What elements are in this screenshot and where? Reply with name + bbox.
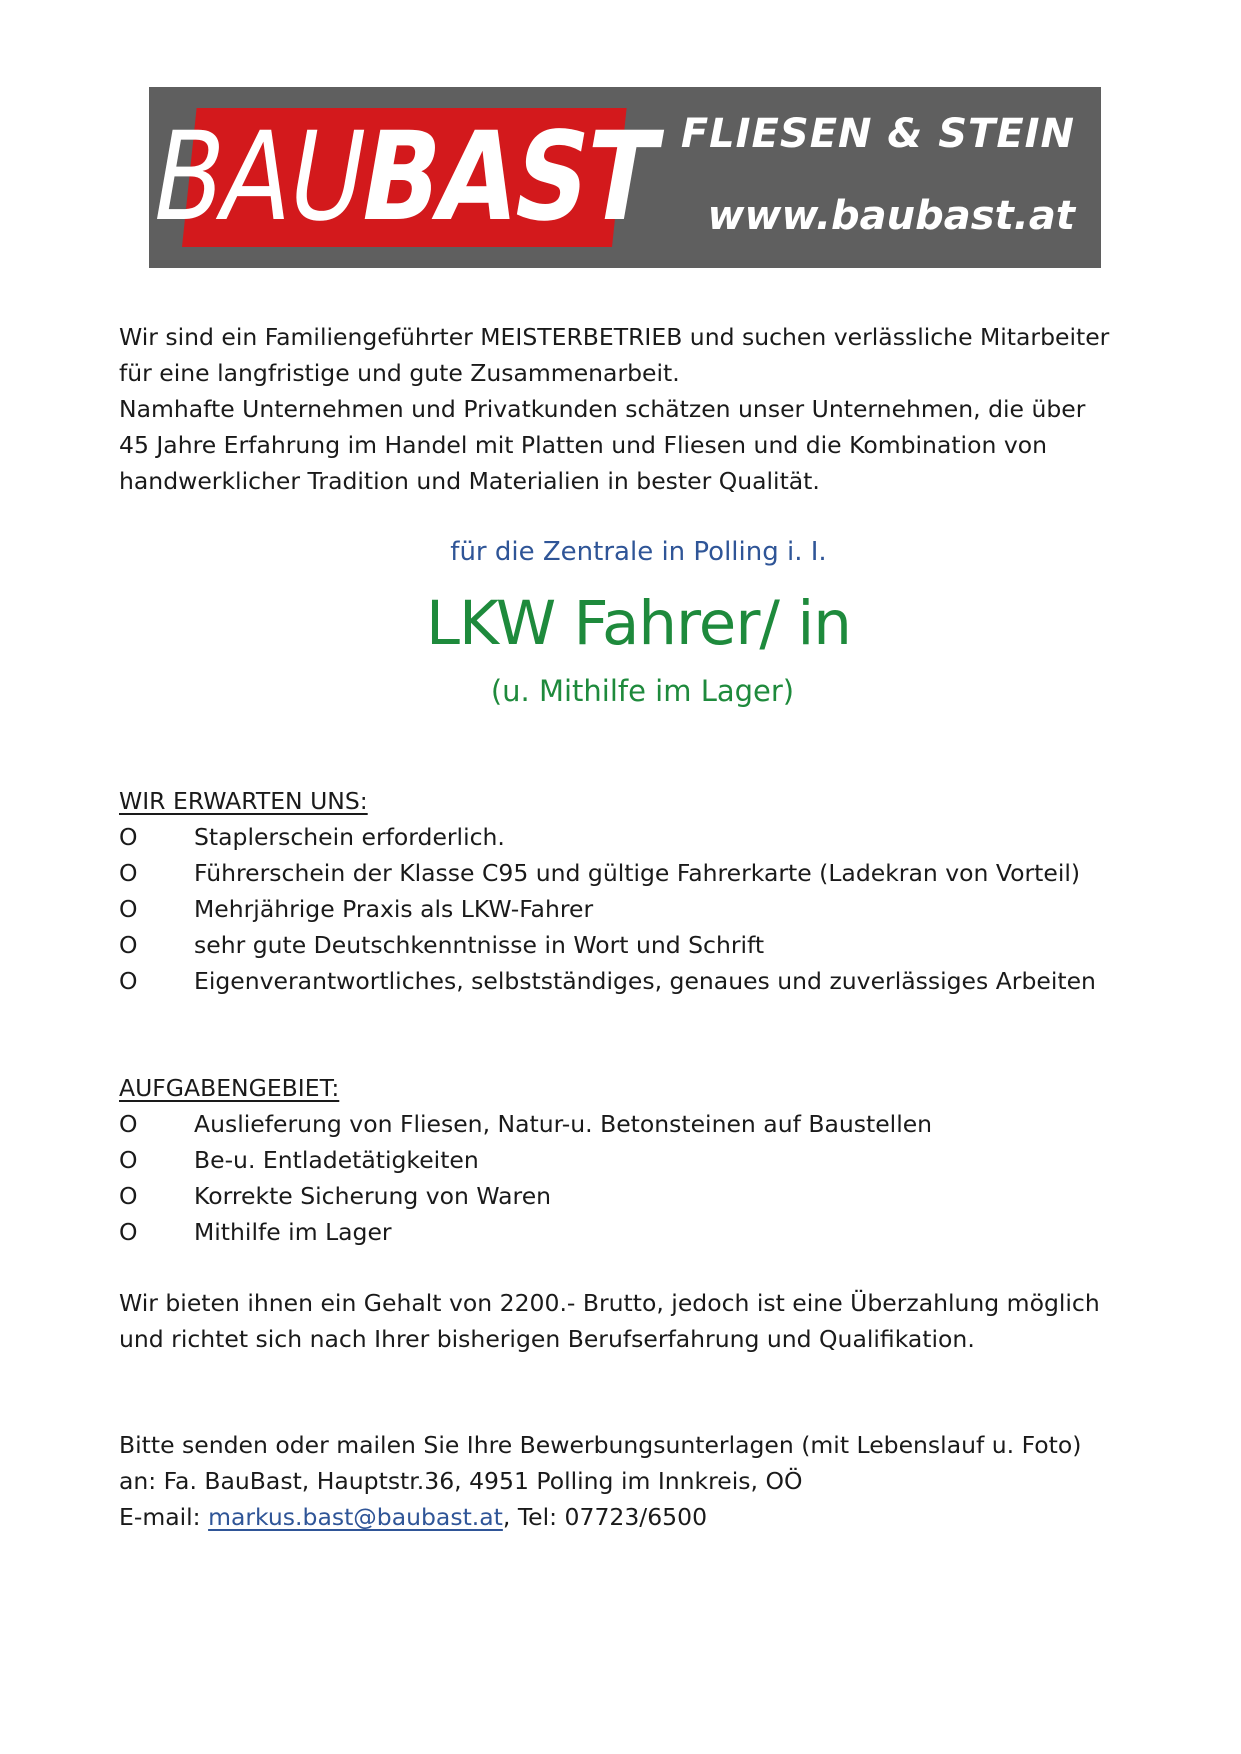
job-title: LKW Fahrer/ in <box>426 588 851 659</box>
intro-line: Wir sind ein Familiengeführter MEISTERBETRIEB und suchen verlässliche Mitarbeiter <box>119 323 1110 351</box>
requirement-text: Führerschein der Klasse C95 und gültige Fahrerkarte (Ladekran von Vorteil) <box>194 859 1081 887</box>
list-item <box>119 1142 1129 1178</box>
logo-text-bast: BAST <box>350 106 667 249</box>
bullet-marker: O <box>119 1182 138 1210</box>
contact-address: an: Fa. BauBast, Hauptstr.36, 4951 Polling im Innkreis, OÖ <box>119 1467 803 1495</box>
job-subtitle: (u. Mithilfe im Lager) <box>490 674 795 708</box>
requirement-text: Eigenverantwortliches, selbstständiges, genaues und zuverlässiges Arbeiten <box>194 967 1096 995</box>
intro-line: Namhafte Unternehmen und Privatkunden schätzen unser Unternehmen, die über <box>119 395 1086 423</box>
salary-paragraph <box>119 1285 1129 1357</box>
task-text: Be-u. Entladetätigkeiten <box>194 1146 479 1174</box>
requirements-heading: WIR ERWARTEN UNS: <box>119 787 368 815</box>
tasks-section <box>119 1070 1129 1250</box>
list-item <box>119 927 1129 963</box>
baubast-logo <box>141 106 667 249</box>
salary-line: Wir bieten ihnen ein Gehalt von 2200.- Brutto, jedoch ist eine Überzahlung möglich <box>119 1289 1100 1317</box>
intro-paragraph <box>119 319 1129 499</box>
task-text: Korrekte Sicherung von Waren <box>194 1182 552 1210</box>
requirements-section <box>119 783 1129 999</box>
header-banner <box>141 87 1101 268</box>
contact-line: Bitte senden oder mailen Sie Ihre Bewerbungsunterlagen (mit Lebenslauf u. Foto) <box>119 1431 1082 1459</box>
email-link[interactable]: markus.bast@baubast.at <box>208 1503 503 1531</box>
list-item <box>119 1178 1129 1214</box>
bullet-marker: O <box>119 931 138 959</box>
task-text: Mithilfe im Lager <box>194 1218 392 1246</box>
task-text: Auslieferung von Fliesen, Natur-u. Betonsteinen auf Baustellen <box>194 1110 933 1138</box>
bullet-marker: O <box>119 823 138 851</box>
phone-number: , Tel: 07723/6500 <box>502 1503 708 1531</box>
intro-line: handwerklicher Tradition und Materialien in bester Qualität. <box>119 467 820 495</box>
bullet-marker: O <box>119 895 138 923</box>
salary-line: und richtet sich nach Ihrer bisherigen Berufserfahrung und Qualifikation. <box>119 1325 975 1353</box>
company-website: www.baubast.at <box>707 193 1075 239</box>
bullet-marker: O <box>119 859 138 887</box>
logo-text-bau: BAU <box>141 106 376 249</box>
contact-paragraph <box>119 1427 1129 1535</box>
intro-line: 45 Jahre Erfahrung im Handel mit Platten und Fliesen und die Kombination von <box>119 431 1048 459</box>
company-tagline: FLIESEN & STEIN <box>680 111 1075 157</box>
job-location: für die Zentrale in Polling i. I. <box>450 537 827 567</box>
requirement-text: Mehrjährige Praxis als LKW-Fahrer <box>194 895 594 923</box>
list-item <box>119 819 1129 855</box>
bullet-marker: O <box>119 1218 138 1246</box>
tasks-heading: AUFGABENGEBIET: <box>119 1074 340 1102</box>
intro-line: für eine langfristige und gute Zusammenarbeit. <box>119 359 680 387</box>
email-label: E-mail: <box>119 1503 209 1531</box>
list-item <box>119 855 1129 891</box>
bullet-marker: O <box>119 967 138 995</box>
list-item <box>119 1106 1129 1142</box>
list-item <box>119 891 1129 927</box>
requirement-text: sehr gute Deutschkenntnisse in Wort und Schrift <box>194 931 765 959</box>
list-item <box>119 1214 1129 1250</box>
bullet-marker: O <box>119 1146 138 1174</box>
bullet-marker: O <box>119 1110 138 1138</box>
list-item <box>119 963 1129 999</box>
requirement-text: Staplerschein erforderlich. <box>194 823 505 851</box>
contact-email-line <box>119 1499 1129 1535</box>
